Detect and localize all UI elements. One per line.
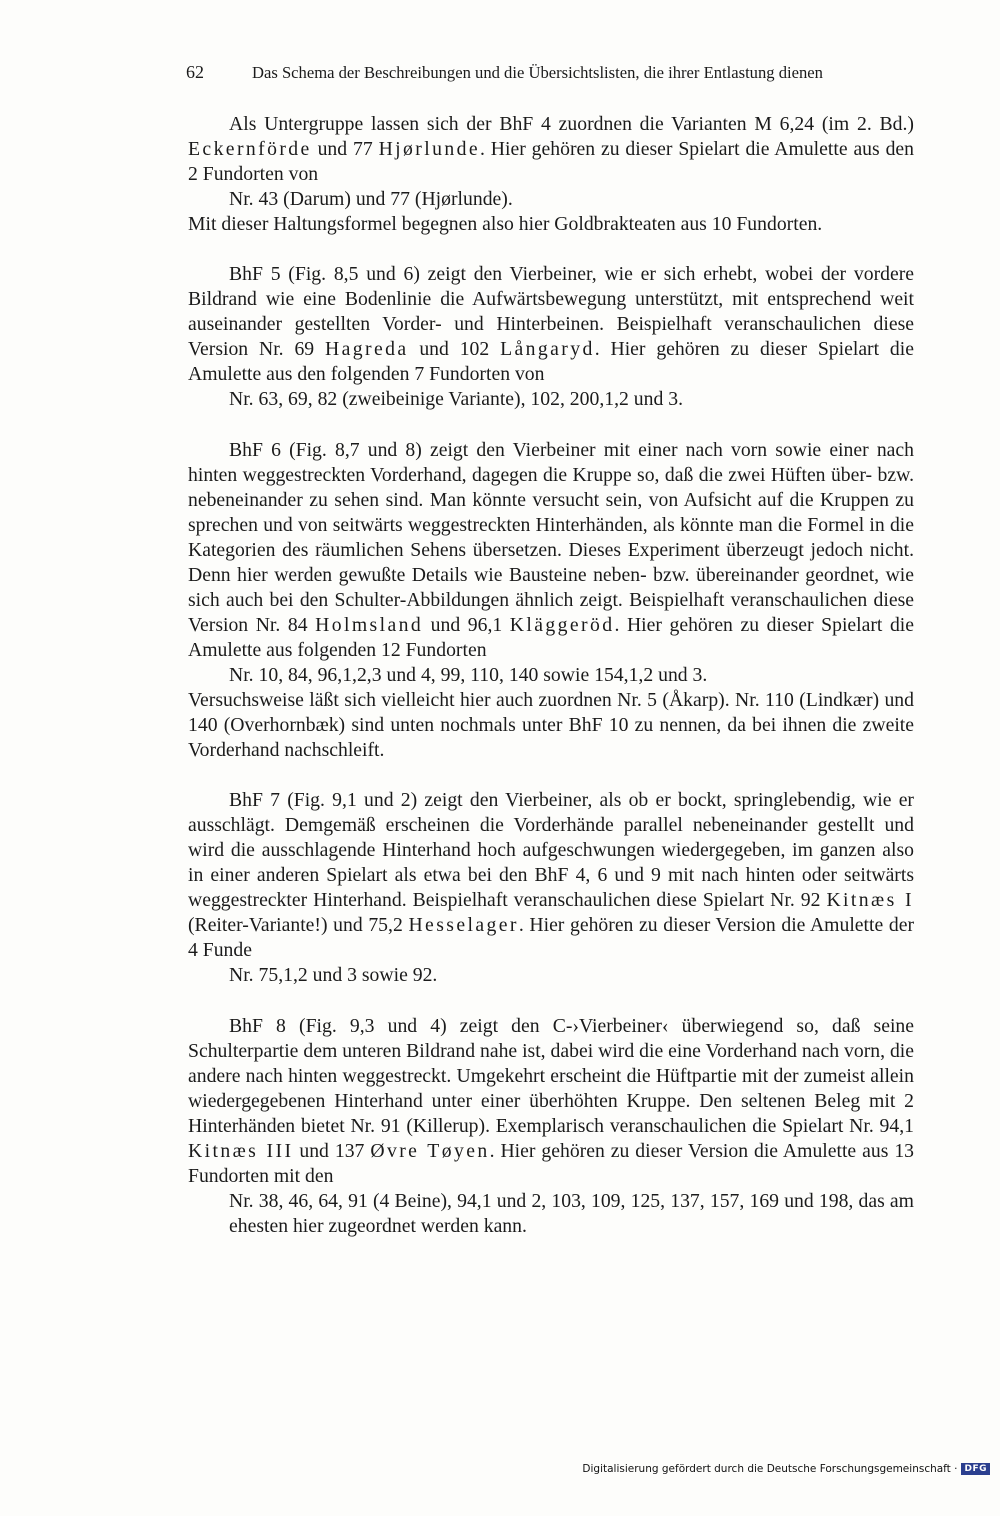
paragraph-5: BhF 8 (Fig. 9,3 und 4) zeigt den C-›Vierbeiner‹ überwiegend so, daß seine Schulterpartie dem unteren Bildrand nahe ist, dabei wird die eine Vorderhand nach vorn, die andere nach hinten weggestreckt. Umgekehrt erscheint die Hüftpartie mit der zumeist allein wiedergegebenen Hinterhand unter einer überhöhten Kruppe. Den seltenen Beleg mit 2 Hinterhänden bietet Nr. 91 (Killerup). Exemplarisch veranschaulichen die Spielart Nr. 94,1 Kitnæs III und 137 Øvre Tøyen. Hier gehören zu dieser Version die Amulette aus 13 Fundorten mit den — [188, 1014, 915, 1187]
site-name: Kitnæs I — [826, 889, 914, 912]
paragraph-4: BhF 7 (Fig. 9,1 und 2) zeigt den Vierbeiner, als ob er bockt, springlebendig, wie er ausschlägt. Demgemäß erscheinen die Vorderhände parallel nebeneinander gestellt und wird die ausschlagende Hinterhand hoch aufgeschwungen wiedergegeben, im ganzen also in einer anderen Spielart als etwa bei den BhF 4, 6 und 9 mit nach hinten oder seitwärts weggestreckter Hinterhand. Beispielhaft veranschaulichen diese Spielart Nr. 92 Kitnæs I (Reiter-Variante!) und 75,2 Hesselager. Hier gehören zu dieser Version die Amulette der 4 Funde — [188, 789, 914, 962]
digitization-footer — [582, 1463, 990, 1475]
paragraph-3: BhF 6 (Fig. 8,7 und 8) zeigt den Vierbeiner mit einer nach vorn sowie einer nach hinten weggestreckten Vorderhand, dagegen die Kruppe so, daß die zwei Hüften über- bzw. nebeneinander zu sehen sind. Man könnte versucht sein, von Aufsicht auf die Kruppen zu sprechen und von seitwärts weggestreckten Hinterhänden, als könnte man die Formel in die Kategorien des räumlichen Sehens übersetzen. Dieses Experiment überzeugt jedoch nicht. Denn hier werden gewußte Details wie Bausteine neben- bzw. übereinander geordnet, wie sich auch bei den Schulter-Abbildungen ähnlich zeigt. Beispielhaft veranschaulichen diese Version Nr. 84 Holmsland und 96,1 Kläggeröd. Hier gehören zu dieser Spielart die Amulette aus folgenden 12 Fundorten — [188, 438, 914, 661]
site-name: Kitnæs III — [188, 1139, 294, 1162]
site-name: Kläggeröd — [509, 613, 615, 636]
site-name: Hagreda — [324, 338, 409, 361]
find-list-3: Nr. 10, 84, 96,1,2,3 und 4, 99, 110, 140 sowie 154,1,2 und 3. — [229, 663, 708, 686]
find-list-4: Nr. 75,1,2 und 3 sowie 92. — [229, 964, 438, 987]
find-list-1: Nr. 43 (Darum) und 77 (Hjørlunde). — [229, 188, 513, 211]
dfg-logo: DFG — [961, 1463, 990, 1475]
funding-note: Digitalisierung gefördert durch die Deutsche Forschungsgemeinschaft · — [582, 1463, 958, 1475]
find-list-2: Nr. 63, 69, 82 (zweibeinige Variante), 102, 200,1,2 und 3. — [229, 388, 684, 411]
site-name: Hesselager — [408, 914, 519, 937]
paragraph-1-end: Mit dieser Haltungsformel begegnen also hier Goldbrakteaten aus 10 Fundorten. — [188, 213, 823, 236]
site-name: Långaryd — [500, 338, 595, 361]
site-name: Hjørlunde — [378, 138, 480, 161]
running-title: Das Schema der Beschreibungen und die Übersichtslisten, die ihrer Entlastung dienen — [252, 63, 823, 82]
body-text — [188, 112, 914, 1239]
site-name: Holmsland — [315, 613, 424, 636]
paragraph-3-end: Versuchsweise läßt sich vielleicht hier auch zuordnen Nr. 5 (Åkarp). Nr. 110 (Lindkær) und 140 (Overhornbæk) sind unten nochmals unter BhF 10 zu nennen, da bei ihnen die zweite Vorderhand nachschleift. — [188, 688, 914, 762]
page-number: 62 — [186, 62, 204, 82]
paragraph-2: BhF 5 (Fig. 8,5 und 6) zeigt den Vierbeiner, wie er sich erhebt, wobei der vordere Bildrand wie eine Bodenlinie die Aufwärtsbewegung unterstützt, mit entsprechend weit auseinander gestellten Vorder- und Hinterbeinen. Beispielhaft veranschaulichen diese Version Nr. 69 Hagreda und 102 Långaryd. Hier gehören zu dieser Spielart die Amulette aus den folgenden 7 Fundorten von — [188, 263, 914, 386]
find-list-5: Nr. 38, 46, 64, 91 (4 Beine), 94,1 und 2, 103, 109, 125, 137, 157, 169 und 198, das am ehesten hier zugeordnet werden kann. — [229, 1189, 914, 1237]
site-name: Eckernförde — [188, 138, 312, 161]
site-name: Øvre Tøyen — [370, 1139, 490, 1162]
paragraph-1: Als Untergruppe lassen sich der BhF 4 zuordnen die Varianten M 6,24 (im 2. Bd.) Eckernförde und 77 Hjørlunde. Hier gehören zu dieser Spielart die Amulette aus den 2 Fundorten von — [188, 113, 915, 186]
